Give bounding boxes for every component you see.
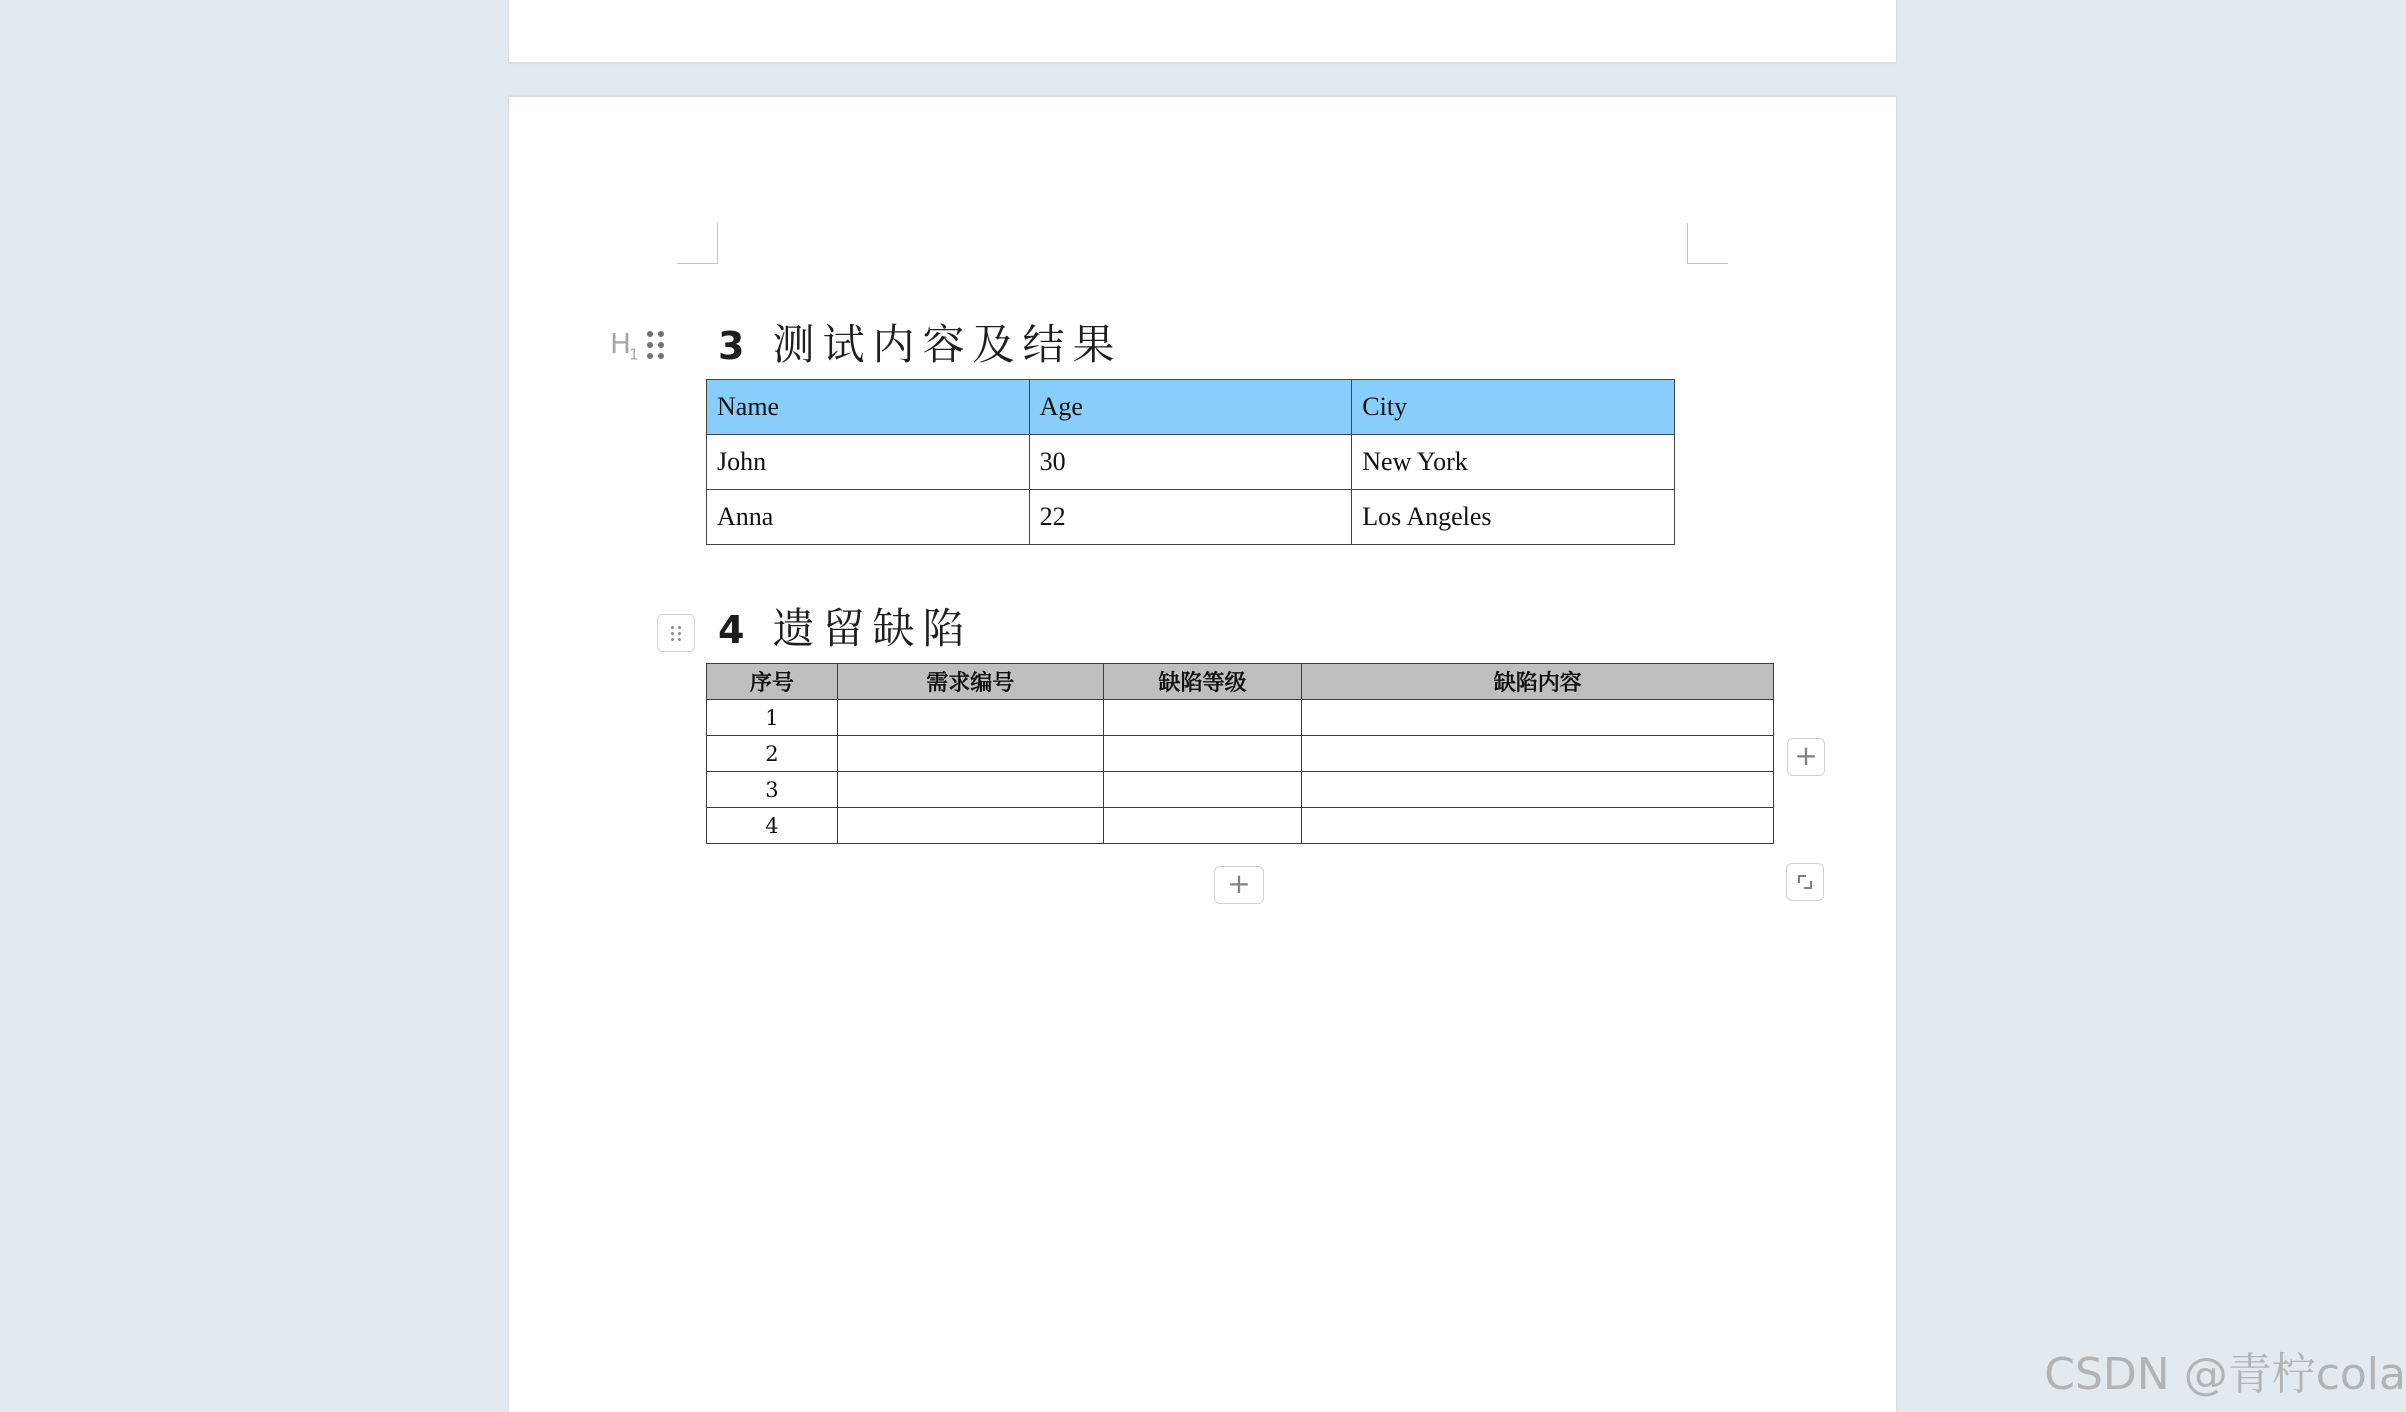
margin-corner-top-left: [677, 223, 718, 264]
table-row: [707, 700, 1774, 736]
column-header[interactable]: City: [1352, 380, 1675, 435]
table-cell[interactable]: [1103, 700, 1302, 736]
table-cell[interactable]: [1302, 772, 1774, 808]
results-table[interactable]: [706, 379, 1675, 545]
watermark: CSDN @青柠cola: [2044, 1349, 2406, 1400]
table-cell[interactable]: [1103, 736, 1302, 772]
table-header-row: [707, 664, 1774, 700]
column-header[interactable]: Name: [707, 380, 1030, 435]
column-header[interactable]: 缺陷内容: [1302, 664, 1774, 700]
plus-icon: +: [1227, 867, 1251, 900]
table-cell[interactable]: [1302, 808, 1774, 844]
column-header[interactable]: 需求编号: [837, 664, 1103, 700]
table-cell[interactable]: [837, 700, 1103, 736]
column-header[interactable]: Age: [1029, 380, 1352, 435]
heading-block-tools[interactable]: [610, 327, 664, 364]
section-number: 3: [718, 324, 745, 368]
table-cell[interactable]: [837, 736, 1103, 772]
table-cell[interactable]: Los Angeles: [1352, 490, 1675, 545]
table-cell[interactable]: [1302, 700, 1774, 736]
table-cell[interactable]: [1103, 772, 1302, 808]
heading-1-icon[interactable]: $H_1$: [610, 327, 637, 364]
table-cell[interactable]: 1: [707, 700, 838, 736]
table-cell[interactable]: 30: [1029, 435, 1352, 490]
section-4-heading[interactable]: [718, 596, 972, 656]
table-cell[interactable]: [1302, 736, 1774, 772]
add-column-button[interactable]: [1787, 738, 1825, 776]
column-header[interactable]: 缺陷等级: [1103, 664, 1302, 700]
table-cell[interactable]: New York: [1352, 435, 1675, 490]
table-row: [707, 808, 1774, 844]
table-row: [707, 736, 1774, 772]
previous-page: [509, 0, 1896, 63]
table-cell[interactable]: Anna: [707, 490, 1030, 545]
section-number: 4: [718, 608, 745, 652]
table-cell[interactable]: [837, 808, 1103, 844]
defects-table[interactable]: [706, 663, 1774, 844]
table-cell[interactable]: John: [707, 435, 1030, 490]
plus-icon: +: [1794, 739, 1818, 772]
add-row-button[interactable]: [1214, 866, 1264, 904]
table-cell[interactable]: 4: [707, 808, 838, 844]
table-row: [707, 435, 1675, 490]
section-title: 测试内容及结果: [772, 320, 1123, 369]
table-cell[interactable]: [1103, 808, 1302, 844]
table-cell[interactable]: 2: [707, 736, 838, 772]
margin-corner-top-right: [1687, 223, 1728, 264]
drag-handle-icon[interactable]: [657, 614, 695, 652]
table-cell[interactable]: 22: [1029, 490, 1352, 545]
table-row: [707, 490, 1675, 545]
resize-table-button[interactable]: [1786, 863, 1824, 901]
section-3-heading[interactable]: [718, 312, 1122, 372]
table-row: [707, 772, 1774, 808]
column-header[interactable]: 序号: [707, 664, 838, 700]
table-cell[interactable]: [837, 772, 1103, 808]
table-cell[interactable]: 3: [707, 772, 838, 808]
drag-handle-icon[interactable]: [647, 331, 664, 359]
table-header-row: [707, 380, 1675, 435]
section-title: 遗留缺陷: [772, 604, 973, 653]
